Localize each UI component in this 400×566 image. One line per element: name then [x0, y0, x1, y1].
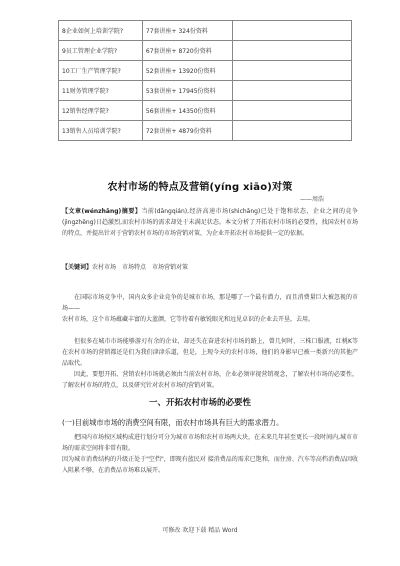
table-row	[59, 81, 352, 101]
body-paragraph-2	[62, 314, 358, 325]
table-cell-question: 12销售经理学院?	[59, 101, 143, 121]
abstract-text: 当前(dāngqián),经济高速市场(shìchǎng)已处于饱和状态，企业之间的竞争(jìngzhēng)日趋激烈,而农村市场的需求却处于未满足状态。本文分析了开拓农村市场的必要性，找国农村市场的特点，并提出针对于营销农村市场的市场营销对策，为企业开拓农村市场提供一定的依据。	[62, 208, 359, 237]
table-cell-question: 11财务管理学院?	[59, 81, 143, 101]
abstract-label: 【文章(wénzhāng)摘要】	[62, 208, 142, 215]
sub-paragraph-text: 因为城市消费结构的升级正处于"空挡"，即现有蓝民对 接消费品的需求已饱和，而住房、汽车等高档消费品因收入阻累不够，在消费品市场难以展开。	[62, 456, 358, 474]
table-cell-note	[232, 61, 351, 81]
table-cell-note	[232, 81, 351, 101]
table-cell-question: 9员工管理企业学院?	[59, 41, 143, 61]
table-cell-course: 77套讲座+ 324份资料	[142, 21, 232, 41]
table-cell-question: 10工厂生产管理学院?	[59, 61, 143, 81]
section-heading: 一、开拓农村市场的必要性	[148, 398, 251, 408]
table-row	[59, 41, 352, 61]
table-cell-note	[232, 41, 351, 61]
table-cell-question: 8企业如何上培训学院?	[59, 21, 143, 41]
body-paragraph-4	[62, 369, 358, 391]
keywords-text: 农村市场 市场特点 市场营销对策	[92, 264, 189, 271]
table-row	[59, 121, 352, 141]
keywords-label: 【关键词】	[62, 264, 93, 271]
sub-paragraph-text: 把国内市场按区域构成进行划分可分为城市市场和农村市场两大块，在未来几年甚至更长一段时间内,城市市场的需求空间将非常有限。	[62, 434, 358, 452]
table-cell-course: 67套讲座+ 8720份资料	[142, 41, 232, 61]
sub-paragraph-1	[62, 432, 358, 454]
table-cell-course: 52套讲座+ 13920份资料	[142, 61, 232, 81]
sub-heading: (一)目前城市市场的消费空间有限，而农村市场具有巨大的需求潜力。	[62, 418, 284, 427]
body-paragraph-text: 在国际市场竞争中，国内众多企业竞争的是城市市场，那是哪了一个最有潜力，而且消费量巨大被忽视的市场——	[62, 294, 358, 312]
sub-paragraph-2	[62, 454, 358, 476]
course-table-body	[59, 21, 352, 141]
table-cell-question: 13销售人员培训学院?	[59, 121, 143, 141]
abstract-paragraph	[62, 206, 358, 239]
table-cell-course: 56套讲座+ 14350份资料	[142, 101, 232, 121]
body-paragraph-text: 农村市场，这个市场蕴藏丰富的大蓝颜，它等待着有敏锐眼光和远见卓识的企业去开垦，去用。	[62, 316, 315, 323]
table-cell-note	[232, 21, 351, 41]
document-title: 农村市场的特点及营销(yíng xiāo)对策	[107, 182, 293, 193]
table-cell-note	[232, 101, 351, 121]
body-paragraph-text: 因此，要想开拓、营销农村市场就必须由当前农村市场，企业必须审视营销观念，了解农村市场的必要性，了解农村市场的特点，以及研究针对农村市场的营销对策。	[62, 371, 358, 389]
table-cell-course: 53套讲座+ 17945份资料	[142, 81, 232, 101]
document-byline: ——周浩	[300, 196, 325, 203]
table-row	[59, 61, 352, 81]
page-footer: 可修改 欢迎下载 精品 Word	[162, 527, 238, 534]
body-paragraph-1	[62, 292, 358, 314]
table-cell-note	[232, 121, 351, 141]
body-paragraph-text: 但很多在城市市场能够游刃有余的企业，却还失在奋进农村市场的路上，曾几何时，三株口服液，红桃K等在农村市场的营销都还是们为我们津津乐道，但是，上现今天的农村市场，他们的身影早已被一类新兴的其他产品取代。	[62, 338, 358, 367]
table-cell-course: 72套讲座+ 4879份资料	[142, 121, 232, 141]
table-row	[59, 101, 352, 121]
table-row	[59, 21, 352, 41]
course-table	[58, 20, 352, 141]
body-paragraph-3	[62, 336, 358, 369]
keywords-paragraph	[62, 262, 358, 273]
